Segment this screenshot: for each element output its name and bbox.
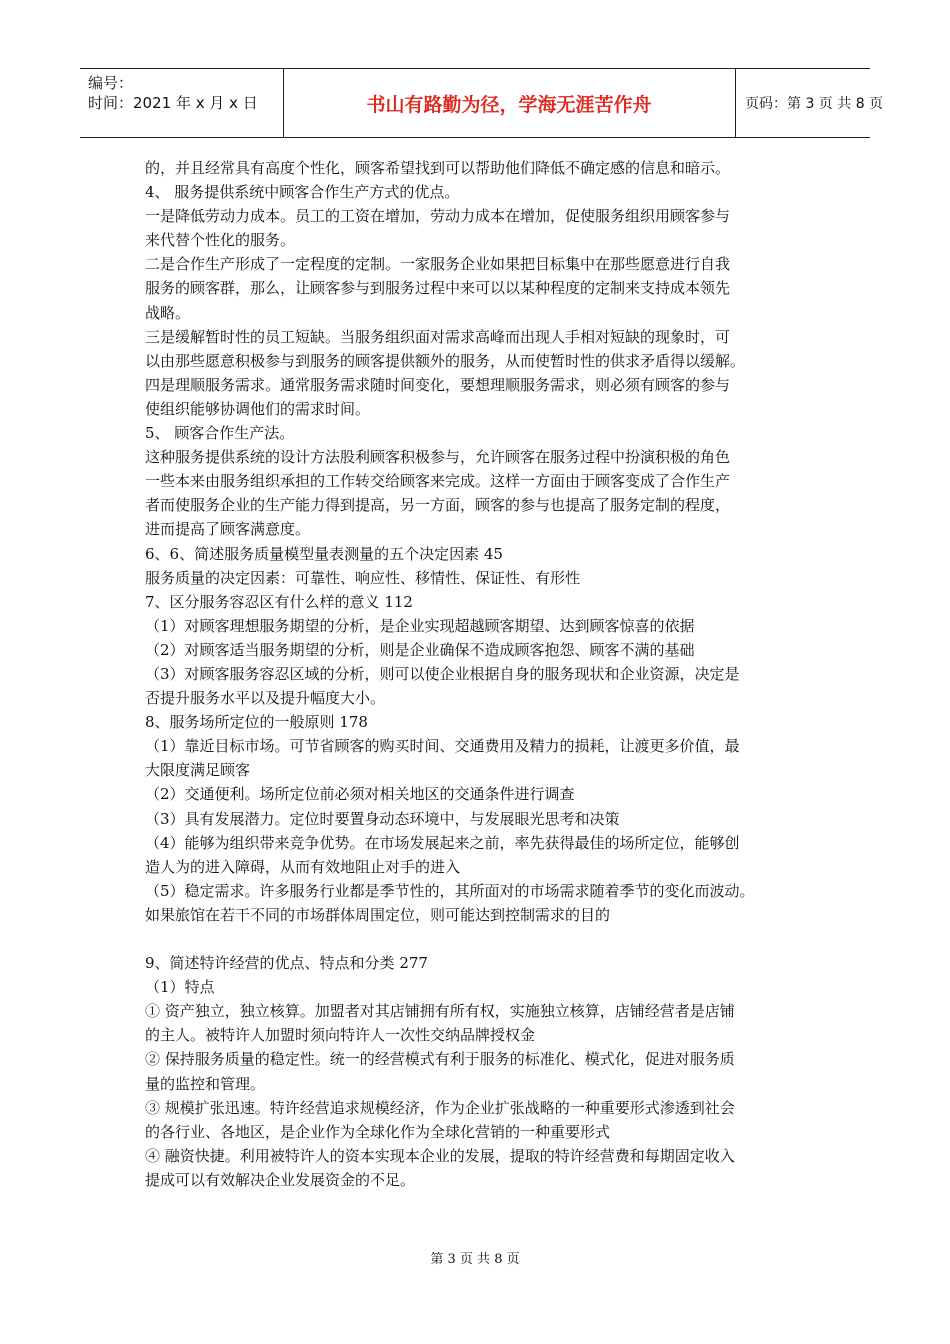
text-line: 4、 服务提供系统中顾客合作生产方式的优点。 (145, 183, 460, 202)
text-line: 5、 顾客合作生产法。 (145, 424, 295, 443)
text-line: 9、简述特许经营的优点、特点和分类 277 (145, 954, 428, 973)
text-line: 如果旅馆在若干不同的市场群体周围定位，则可能达到控制需求的目的 (145, 905, 611, 924)
text-line: 一些本来由服务组织承担的工作转交给顾客来完成。这样一方面由于顾客变成了合作生产 (145, 472, 731, 491)
text-line: 使组织能够协调他们的需求时间。 (145, 399, 371, 418)
text-line: 战略。 (145, 303, 191, 322)
text-line: 服务质量的决定因素：可靠性、响应性、移情性、保证性、有形性 (145, 568, 581, 587)
text-line: 进而提高了顾客满意度。 (145, 520, 311, 539)
text-line: 二是合作生产形成了一定程度的定制。一家服务企业如果把目标集中在那些愿意进行自我 (145, 255, 731, 274)
text-line: 四是理顺服务需求。通常服务需求随时间变化，要想理顺服务需求，则必须有顾客的参与 (145, 375, 731, 394)
text-line: （1）靠近目标市场。可节省顾客的购买时间、交通费用及精力的损耗，让渡更多价值，最 (145, 737, 740, 756)
text-line: 量的监控和管理。 (145, 1074, 266, 1093)
text-line: 造人为的进入障碍，从而有效地阻止对手的进入 (145, 857, 461, 876)
blank-line (145, 927, 817, 951)
header-page-info: 页码：第 3 页 共 8 页 (745, 96, 884, 112)
document-header (80, 68, 884, 138)
text-line: （2）对顾客适当服务期望的分析，则是企业确保不造成顾客抱怨、顾客不满的基础 (145, 640, 695, 659)
text-line: 否提升服务水平以及提升幅度大小。 (145, 689, 386, 708)
document-body (145, 156, 817, 1192)
text-line: 7、区分服务容忍区有什么样的意义 112 (145, 592, 413, 611)
header-page-cell (736, 69, 884, 137)
document-date-label: 时间：2021 年 x 月 x 日 (88, 94, 258, 112)
header-meta-cell (80, 69, 284, 137)
text-line: 来代替个性化的服务。 (145, 231, 296, 250)
text-line: 服务的顾客群，那么，让顾客参与到服务过程中来可以以某种程度的定制来支持成本领先 (145, 279, 731, 298)
text-line: ① 资产独立，独立核算。加盟者对其店铺拥有所有权，实施独立核算，店铺经营者是店铺 (145, 1002, 735, 1021)
text-line: 三是缓解暂时性的员工短缺。当服务组织面对需求高峰而出现人手相对短缺的现象时，可 (145, 327, 731, 346)
text-line: 一是降低劳动力成本。员工的工资在增加，劳动力成本在增加，促使服务组织用顾客参与 (145, 207, 731, 226)
text-line: 8、服务场所定位的一般原则 178 (145, 713, 368, 732)
text-line: （3）具有发展潜力。定位时要置身动态环境中，与发展眼光思考和决策 (145, 809, 620, 828)
text-line: （1）对顾客理想服务期望的分析，是企业实现超越顾客期望、达到顾客惊喜的依据 (145, 616, 695, 635)
text-line: 提成可以有效解决企业发展资金的不足。 (145, 1170, 416, 1189)
text-line: （1）特点 (145, 978, 215, 997)
text-line: 的各行业、各地区，是企业作为全球化作为全球化营销的一种重要形式 (145, 1122, 611, 1141)
page-footer: 第 3 页 共 8 页 (430, 1252, 520, 1267)
text-line: （3）对顾客服务容忍区域的分析，则可以使企业根据自身的服务现状和企业资源，决定是 (145, 664, 740, 683)
text-line: （4）能够为组织带来竞争优势。在市场发展起来之前，率先获得最佳的场所定位，能够创 (145, 833, 740, 852)
text-line: ④ 融资快捷。利用被特许人的资本实现本企业的发展，提取的特许经营费和每期固定收入 (145, 1146, 735, 1165)
text-line: 这种服务提供系统的设计方法股利顾客积极参与，允许顾客在服务过程中扮演积极的角色 (145, 448, 731, 467)
header-motto-cell (283, 69, 736, 137)
text-line: ② 保持服务质量的稳定性。统一的经营模式有利于服务的标准化、模式化，促进对服务质 (145, 1050, 735, 1069)
text-line: 的主人。被特许人加盟时须向特许人一次性交纳品牌授权金 (145, 1026, 536, 1045)
text-line: 的，并且经常具有高度个性化，顾客希望找到可以帮助他们降低不确定感的信息和暗示。 (145, 159, 731, 177)
document-number-label: 编号： (88, 74, 134, 92)
text-line: （5）稳定需求。许多服务行业都是季节性的，其所面对的市场需求随着季节的变化而波动。 (145, 881, 755, 900)
text-line: 以由那些愿意积极参与到服务的顾客提供额外的服务，从而使暂时性的供求矛盾得以缓解。 (145, 351, 746, 370)
text-line: （2）交通便利。场所定位前必须对相关地区的交通条件进行调查 (145, 785, 575, 804)
text-line: 大限度满足顾客 (145, 761, 251, 780)
text-line: 者而使服务企业的生产能力得到提高，另一方面，顾客的参与也提高了服务定制的程度， (145, 496, 731, 515)
text-line: 6、6、简述服务质量模型量表测量的五个决定因素 45 (145, 544, 503, 563)
header-motto: 书山有路勤为径，学海无涯苦作舟 (366, 93, 652, 116)
text-line: ③ 规模扩张迅速。特许经营追求规模经济，作为企业扩张战略的一种重要形式渗透到社会 (145, 1098, 735, 1117)
